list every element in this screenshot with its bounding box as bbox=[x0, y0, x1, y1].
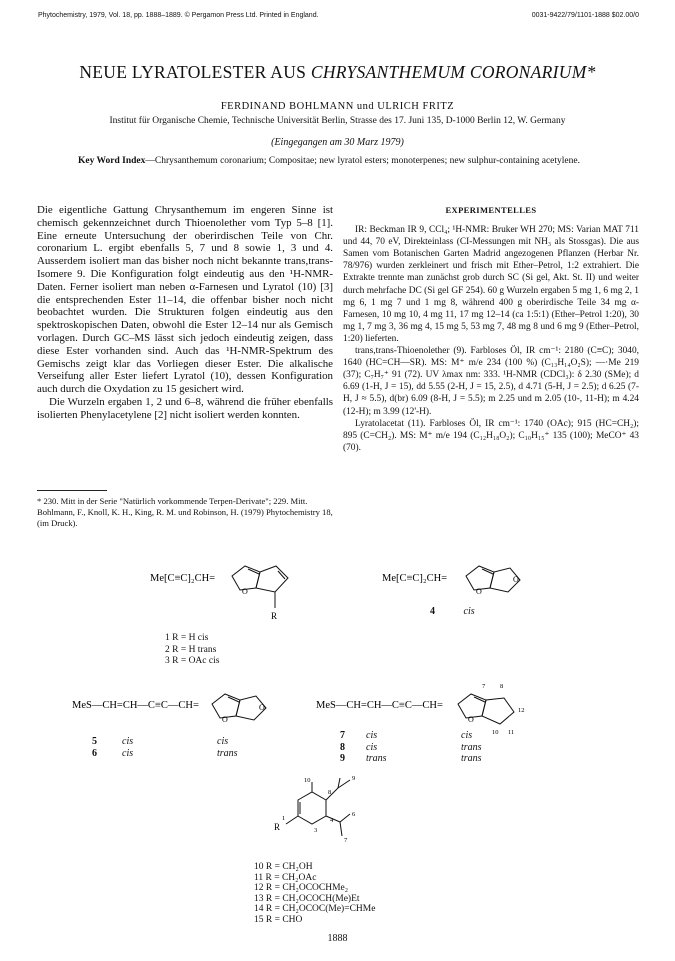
structure-5-row bbox=[92, 736, 238, 748]
received-date: (Eingegangen am 30 Marz 1979) bbox=[271, 137, 404, 148]
keywords-text: —Chrysanthemum coronarium; Compositae; new lyratol esters; monoterpenes; new sulphur-containing acetylene. bbox=[145, 156, 580, 166]
structure-10-15 bbox=[268, 770, 388, 860]
atom-10-label: 10 bbox=[304, 777, 311, 784]
atom-12-label: 12 bbox=[518, 707, 525, 714]
structure-4-label bbox=[430, 606, 475, 617]
svg-text:O: O bbox=[222, 715, 228, 724]
structure-4-prefix: Me[C≡C]₂CH= bbox=[382, 573, 448, 584]
body-paragraph-2: Die Wurzeln ergaben 1, 2 und 6–8, während die früher ebenfalls isolierten Phenylacetylene [2] nicht isoliert werden konnten. bbox=[37, 395, 333, 421]
structure-5-conf-a: cis bbox=[122, 736, 134, 747]
structure-7-9-table bbox=[340, 730, 482, 765]
structure-11-line: 11 R = CH₂OAc bbox=[254, 872, 317, 883]
section-heading: EXPERIMENTELLES bbox=[445, 205, 537, 215]
structure-6-conf-a: cis bbox=[122, 748, 134, 759]
left-column bbox=[37, 204, 333, 422]
keywords bbox=[78, 155, 602, 167]
structure-9-row bbox=[340, 753, 482, 765]
footnote-rule bbox=[37, 490, 107, 491]
structure-10-R: R bbox=[274, 822, 281, 832]
institution: Institut für Organische Chemie, Technische Universität Berlin, Strasse des 17. Juni 135, D-1000 Berlin 12, W. Germany bbox=[109, 116, 566, 126]
atom-11-label: 11 bbox=[508, 729, 515, 736]
atom-4-label: 4 bbox=[330, 817, 334, 824]
authors: FERDINAND BOHLMANN und ULRICH FRITZ bbox=[220, 101, 455, 112]
structure-6-row bbox=[92, 748, 238, 760]
structure-9-number: 9 bbox=[340, 753, 345, 764]
page-number: 1888 bbox=[327, 933, 348, 944]
keywords-label: Key Word Index bbox=[78, 156, 146, 166]
structure-5-6-table bbox=[92, 736, 238, 760]
right-column bbox=[343, 204, 639, 454]
structure-7-number: 7 bbox=[340, 730, 345, 741]
running-header-left: Phytochemistry, 1979, Vol. 18, pp. 1888–1889. © Pergamon Press Ltd. Printed in England. bbox=[38, 12, 319, 19]
experimental-paragraph-1: IR: Beckman IR 9, CCl₄; ¹H-NMR: Bruker WH 270; MS: Varian MAT 711 und 44, 70 eV, Direkteinlass (CI-Messungen mit NH₃ als Stossgas). Die aus Samen vom Botanischen Garten Madrid angezogenen Pflanzen (Herbar Nr. 78/976) wurden zerkleinert und frisch mit Ether–Petrol, 1:2 extrahiert. Die Extrakte trennte man zunächst grob durch SC (Si gel, Akt. St. II) und weiter durch mehrfache DC (Si gel GF 254). 60 g Wurzeln ergaben 5 mg 1, 6 mg 2, 1 mg 6, 1 mg 7 und 1 mg 8, während 400 g oberirdische Teile 34 mg α-Farnesen, 10 mg 10, 4 mg 11, 17 mg 12–14 (ca 1:5:1) (Ether–Petrol 1:20), 30 mg 1, 7 mg 3, 36 mg 4, 15 mg 5, 53 mg 7, 48 mg 8 und 6 mg 9 (Ether–Petrol, 1:20) lieferten. bbox=[343, 225, 639, 344]
structure-1-3 bbox=[150, 548, 310, 630]
atom-8-label: 8 bbox=[500, 683, 504, 690]
structure-4 bbox=[382, 548, 542, 630]
structure-8-conf-b: trans bbox=[461, 741, 482, 753]
experimental-paragraph-2: trans,trans-Thioenolether (9). Farbloses Öl, IR cm⁻¹: 2180 (C≡C); 3040, 1640 (HC=CH—SR). MS: M⁺ m/e 234 (100 %) (C₁₃H₁₄O₂S); —·Me 219 (37); C₇H₇⁺ 91 (72). UV λmax nm: 333. ¹H-NMR (CDCl₃): δ 2.30 (SMe); d 6.69 (1-H, J = 15), dd 5.55 (2-H, J = 15, 2.5), d 4.71 (5-H, J = 2.5); d 6.25 (7-H, J ≈ 5.5), d(br) 6.09 (8-H, J = 5.5); m 2.25 und m 2.05 (10-, 11-H); m 4.24 (12-H); m 3.99 (12'-H). bbox=[343, 346, 639, 417]
structure-3-line: 3 R = OAc cis bbox=[165, 656, 220, 666]
atom-7-label: 7 bbox=[344, 837, 348, 844]
structure-2-line: 2 R = H trans bbox=[165, 644, 217, 655]
title-main: NEUE LYRATOLESTER AUS bbox=[79, 62, 311, 82]
structure-1-line: 1 R = H cis bbox=[165, 633, 209, 643]
structure-4-number: 4 bbox=[430, 606, 435, 617]
structure-14-line: 14 R = CH₂OCOC(Me)=CHMe bbox=[254, 904, 376, 915]
structure-1-prefix: Me[C≡C]₂CH= bbox=[150, 573, 216, 584]
structure-4-config: cis bbox=[463, 606, 475, 617]
structure-8-number: 8 bbox=[340, 741, 345, 753]
structure-12-line: 12 R = CH₂OCOCHMe₂ bbox=[254, 883, 349, 894]
structure-6-number: 6 bbox=[92, 748, 97, 759]
svg-text:O: O bbox=[242, 587, 248, 596]
structure-7-prefix: MeS—CH=CH—C≡C—CH= bbox=[316, 700, 443, 711]
structure-9-conf-b: trans bbox=[461, 753, 482, 764]
structure-10-line: 10 R = CH₂OH bbox=[254, 862, 313, 872]
structure-8-conf-a: cis bbox=[366, 741, 378, 753]
svg-text:O: O bbox=[259, 703, 265, 712]
body-paragraph-1: Die eigentliche Gattung Chrysanthemum im engeren Sinne ist chemisch gekennzeichnet durch Thioenolether vom Typ 5–8 [1]. Eine erneute Untersuchung der oberirdischen Teile von Chr. coronarium L. ergibt ebenfalls 5, 7 und 8 sowie 1, 3 und 4. Ausserdem isoliert man das bisher noch nicht bekannte trans,trans-Isomere 9. Die Konfiguration folgt eindeutig aus den ¹H-NMR-Daten. Ferner isoliert man neben α-Farnesen und Lyratol (10) [3] die entsprechenden Ester 11–14, die offenbar bisher noch nicht beobachtet wurden. Die Strukturen folgen eindeutig aus den spektroskopischen Daten, obwohl die Ester 12–14 nur als Gemisch vorlagen. Durch GC–MS lässt sich jedoch eindeutig zeigen, dass diese Ester vorhanden sind. Auch das ¹H-NMR-Spektrum des Gemischs zeigt klar das Vorliegen dieser Ester. Die alkalische Verseifung aller Ester liefert Lyratol (10), dessen Konfiguration auch durch die Oxydation zu 15 gesichert wird. bbox=[37, 204, 333, 396]
experimental-paragraph-3: Lyratolacetat (11). Farbloses Öl, IR cm⁻¹: 1740 (OAc); 915 (HC=CH₂); 895 (C=CH₂). MS: M⁺ m/e 194 (C₁₂H₁₈O₂); C₁₀H₁₅⁺ 135 (100); MeCO⁺ 43 (70). bbox=[343, 418, 639, 453]
atom-9-label: 9 bbox=[352, 775, 356, 782]
atom-1-label: 1 bbox=[282, 815, 286, 822]
atom-8-label: 8 bbox=[328, 789, 332, 796]
running-header-right: 0031-9422/79/1101-1888 $02.00/0 bbox=[531, 12, 639, 19]
footnote: * 230. Mitt in der Serie "Natürlich vorkommende Terpen-Derivate"; 229. Mitt. Bohlmann, F., Knoll, K. H., King, R. M. und Robinson, H. (1979) Phytochemistry 18, (im Druck). bbox=[37, 496, 333, 528]
atom-6-label: 6 bbox=[352, 811, 356, 818]
structure-5-conf-b: cis bbox=[217, 736, 229, 747]
atom-7-label: 7 bbox=[482, 683, 486, 690]
structure-7-conf-b: cis bbox=[461, 730, 473, 741]
structure-9-conf-a: trans bbox=[366, 753, 387, 764]
structure-8-row bbox=[340, 742, 482, 754]
paper-title bbox=[0, 62, 675, 83]
structure-15-line: 15 R = CHO bbox=[254, 914, 303, 925]
structure-13-line: 13 R = CH₂OCOCH(Me)Et bbox=[254, 893, 360, 904]
atom-10-label: 10 bbox=[492, 729, 499, 736]
structure-6-conf-b: trans bbox=[217, 748, 238, 759]
svg-text:O: O bbox=[476, 587, 482, 596]
structure-7-conf-a: cis bbox=[366, 730, 378, 741]
structure-10-15-list bbox=[254, 862, 375, 926]
structure-1-list bbox=[165, 633, 219, 668]
structure-5-prefix: MeS—CH=CH—C≡C—CH= bbox=[72, 700, 199, 711]
structure-1-R: R bbox=[271, 611, 278, 621]
title-italic: CHRYSANTHEMUM CORONARIUM* bbox=[310, 62, 596, 82]
structure-5-number: 5 bbox=[92, 736, 97, 747]
structure-7-row bbox=[340, 730, 482, 742]
atom-3-label: 3 bbox=[314, 827, 318, 834]
svg-text:O: O bbox=[513, 575, 519, 584]
structure-5-6 bbox=[72, 680, 302, 740]
svg-text:O: O bbox=[468, 715, 474, 724]
